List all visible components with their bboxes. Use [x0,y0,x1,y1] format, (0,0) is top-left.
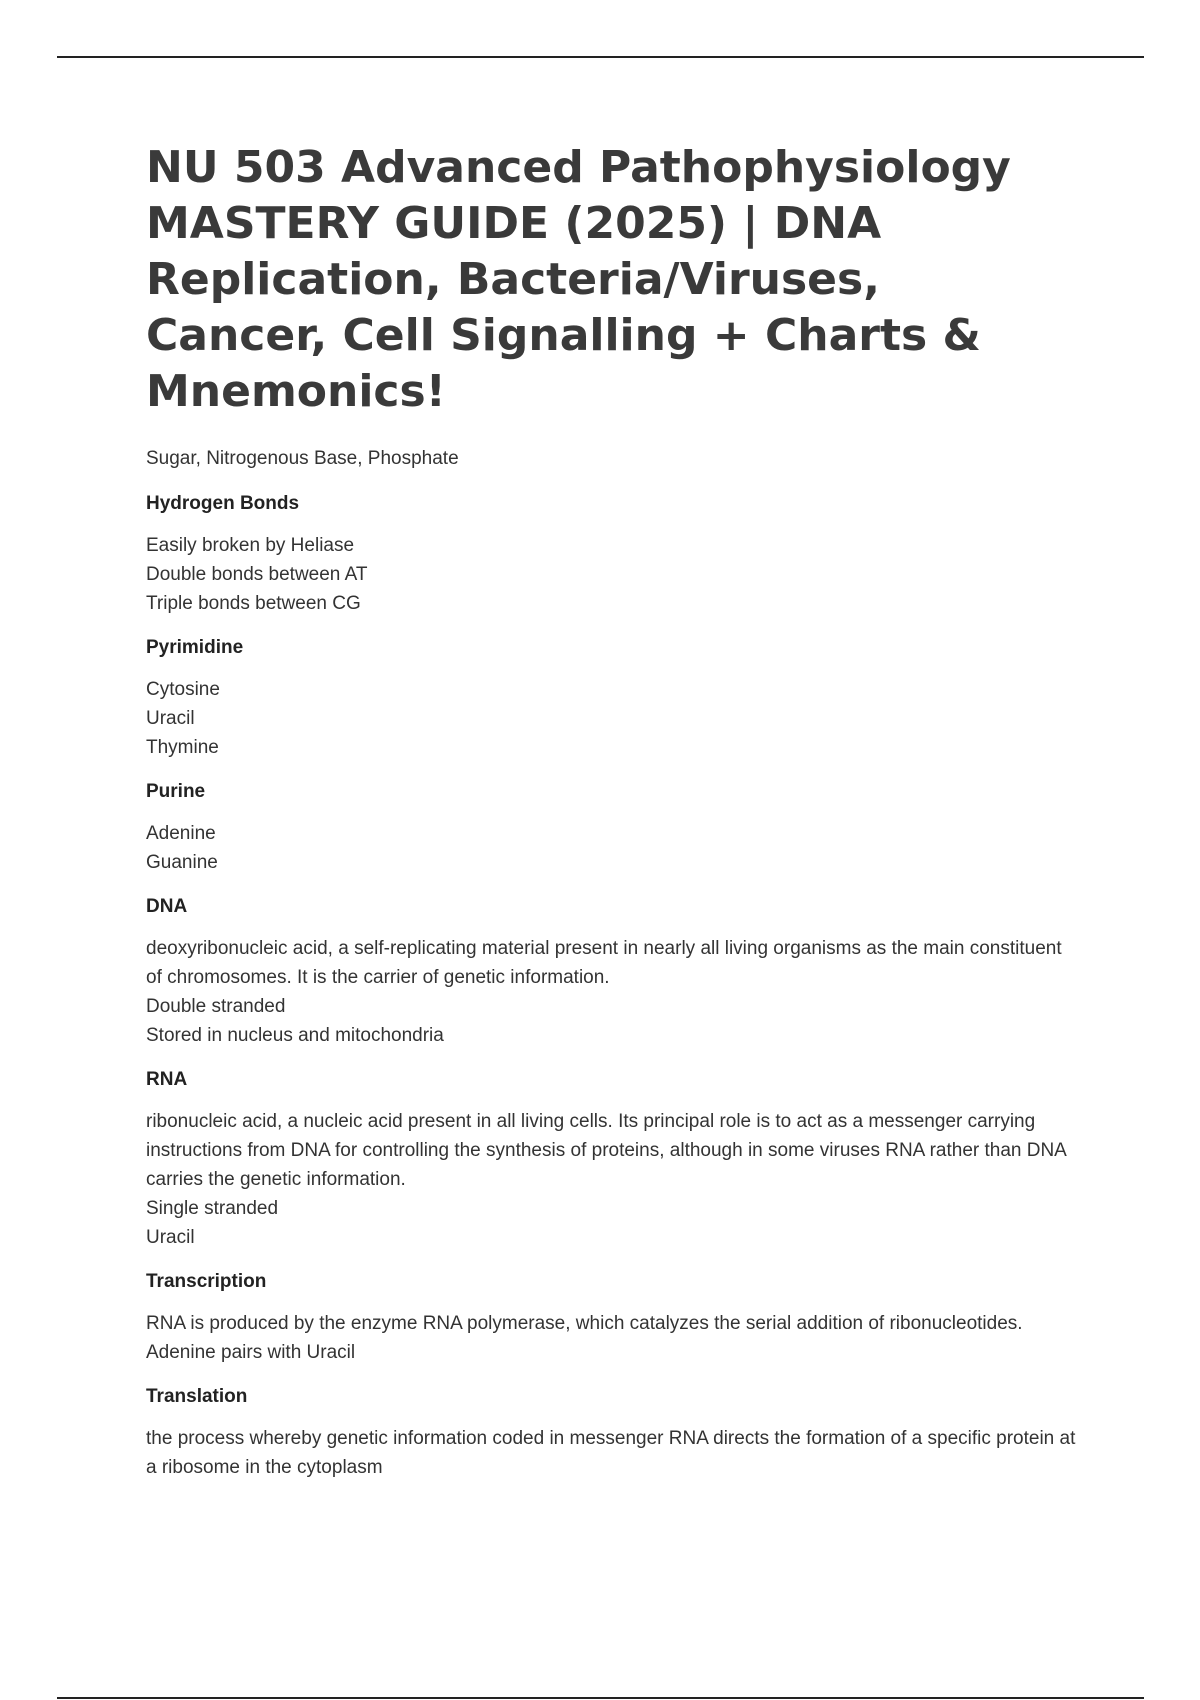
top-divider [57,56,1144,58]
definition-line: Adenine [146,823,216,844]
definition-line: deoxyribonucleic acid, a self-replicating material present in nearly all living organisms as the main constituent of chromosomes. It is the carrier of genetic information. [146,938,1062,988]
definition-line: Triple bonds between CG [146,593,361,614]
definition-line: Guanine [146,852,218,873]
definition-line: ribonucleic acid, a nucleic acid present in all living cells. Its principal role is to act as a messenger carrying instructions from DNA for controlling the synthesis of proteins, although in some viruses RNA rather than DNA carries the genetic information. [146,1111,1066,1190]
definition-line: Stored in nucleus and mitochondria [146,1025,444,1046]
section-purine [146,778,1076,877]
definition-line: Double stranded [146,996,286,1017]
definition [146,1309,1076,1367]
term-heading: Transcription [146,1271,267,1292]
section-translation [146,1383,1076,1482]
definition [146,675,1076,762]
definition [146,819,1076,877]
definition-line: Cytosine [146,679,220,700]
definition-line: Thymine [146,737,219,758]
term-heading: Pyrimidine [146,637,244,658]
intro-text: Sugar, Nitrogenous Base, Phosphate [146,448,459,469]
definition [146,531,1076,618]
section-pyrimidine [146,634,1076,762]
definition-line: the process whereby genetic information coded in messenger RNA directs the formation of a specific protein at a ribosome in the cytoplasm [146,1428,1076,1478]
bottom-divider [57,1697,1144,1699]
term-heading: Hydrogen Bonds [146,493,300,514]
document-body [146,140,1076,1498]
definition-line: Easily broken by Heliase [146,535,355,556]
definition-line: Uracil [146,708,195,729]
term-heading: Purine [146,781,206,802]
term-heading: DNA [146,896,188,917]
term-heading: RNA [146,1069,188,1090]
definition-line: RNA is produced by the enzyme RNA polymerase, which catalyzes the serial addition of ribonucleotides. Adenine pairs with Uracil [146,1313,1023,1363]
definition [146,1107,1076,1252]
section-dna [146,893,1076,1050]
term-heading: Translation [146,1386,248,1407]
document-title: NU 503 Advanced Pathophysiology MASTERY GUIDE (2025) | DNA Replication, Bacteria/Viruses, Cancer, Cell Signalling + Charts & Mnemonics! [146,142,1011,417]
definition-line: Double bonds between AT [146,564,368,585]
definition [146,1424,1076,1482]
definition-line: Single stranded [146,1198,279,1219]
section-rna [146,1066,1076,1252]
definition [146,934,1076,1050]
section-transcription [146,1268,1076,1367]
definition-line: Uracil [146,1227,195,1248]
section-hydrogen-bonds [146,490,1076,618]
